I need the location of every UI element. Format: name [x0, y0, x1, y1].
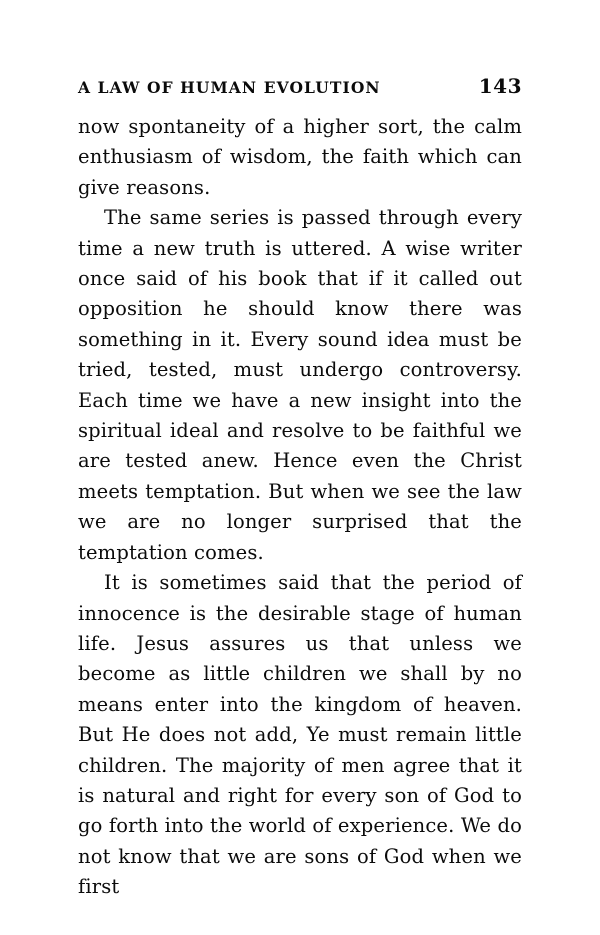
paragraph: The same series is passed through every time a new truth is uttered. A wise writer once said of his book that if it called out opposition he should know there was something in it. Every sound idea must be tried, tested, must undergo controversy. Each time we have a new insight into the spiritual ideal and resolve to be faithful we are tested anew. Hence even the Christ meets temptation. But when we see the law we are no longer surprised that the temptation comes. [78, 206, 522, 564]
page-header [78, 74, 522, 98]
paragraph: It is sometimes said that the period of innocence is the desirable stage of human life. Jesus assures us that unless we become as little children we shall by no means enter into the kingdom of heaven. But He does not add, Ye must remain little children. The majority of men agree that it is natural and right for every son of God to go forth into the world of experience. We do not know that we are sons of God when we first [78, 571, 522, 899]
running-head: A LAW OF HUMAN EVOLUTION [78, 78, 381, 97]
paragraph: now spontaneity of a higher sort, the calm enthusiasm of wisdom, the faith which can give reasons. [78, 115, 522, 199]
page-number: 143 [478, 74, 522, 98]
body-text [78, 112, 522, 903]
